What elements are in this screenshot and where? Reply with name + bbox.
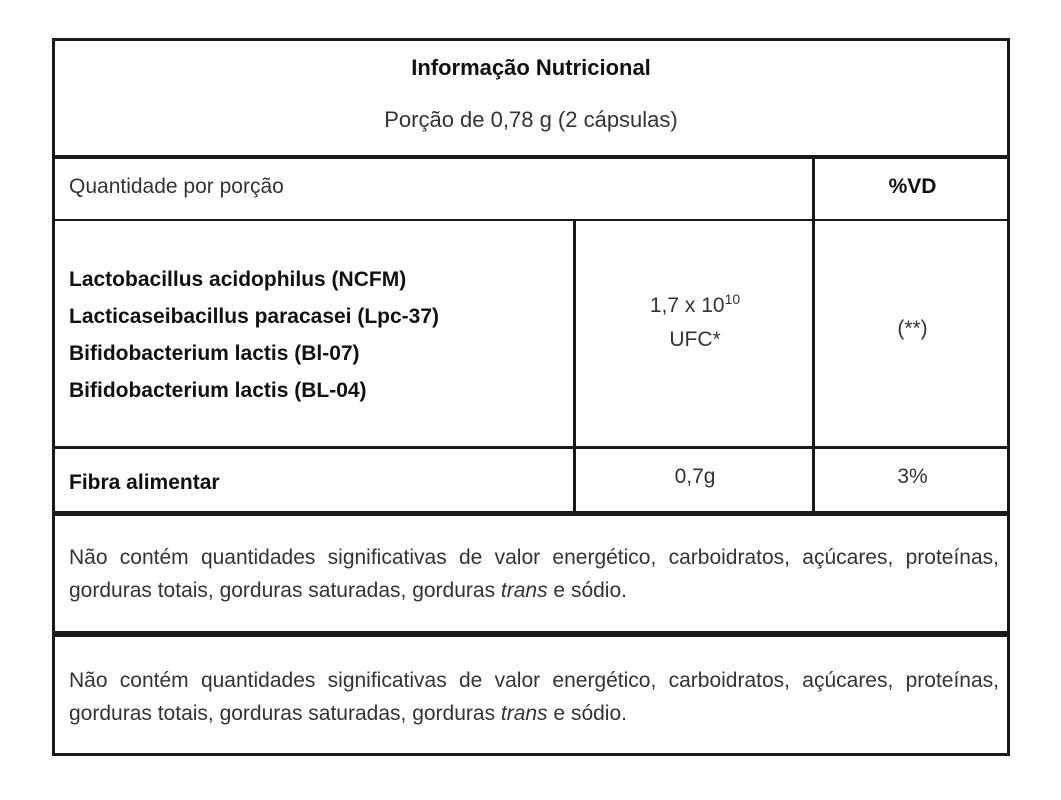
culture-amount [575, 289, 815, 357]
footnote-divider [55, 631, 1007, 637]
footnote-italic: trans [500, 702, 548, 725]
culture-names [69, 261, 439, 409]
culture-daily-value: (**) [897, 317, 928, 340]
footnote-text: Não contém quantidades significativas de valor energético, carboidratos, açúcares, proteínas, gorduras totais, gorduras saturadas, gorduras [69, 669, 999, 725]
culture-name: Lacticaseibacillus paracasei (Lpc-37) [69, 305, 440, 328]
footnote-text-end: e sódio. [547, 579, 627, 602]
quantity-header-row [55, 159, 1007, 221]
culture-name: Bifidobacterium lactis (Bl-07) [69, 342, 360, 365]
portion-size: Porção de 0,78 g (2 cápsulas) [384, 107, 678, 132]
daily-value-header: %VD [888, 175, 937, 198]
table-header [55, 41, 1007, 159]
culture-amount-base: 1,7 x 10 [649, 294, 725, 317]
table-title: Informação Nutricional [411, 55, 651, 80]
culture-name: Bifidobacterium lactis (BL-04) [69, 379, 367, 402]
fiber-amount: 0,7g [674, 465, 716, 488]
cultures-row [55, 221, 1007, 449]
footnote-italic: trans [500, 579, 548, 602]
fiber-daily-value: 3% [897, 465, 928, 488]
culture-amount-unit: UFC* [669, 328, 721, 351]
culture-name: Lactobacillus acidophilus (NCFM) [69, 268, 407, 291]
footnote [69, 541, 999, 607]
footnote [69, 664, 999, 730]
nutrition-facts-table [52, 38, 1010, 756]
culture-amount-exponent: 10 [724, 291, 741, 307]
fiber-label: Fibra alimentar [69, 471, 220, 494]
quantity-label: Quantidade por porção [69, 175, 284, 198]
footnote-text-end: e sódio. [547, 702, 627, 725]
column-divider [573, 221, 576, 516]
fiber-row [55, 449, 1007, 516]
column-divider [812, 159, 815, 516]
footnote-text: Não contém quantidades significativas de valor energético, carboidratos, açúcares, proteínas, gorduras totais, gorduras saturadas, gorduras [69, 546, 999, 602]
